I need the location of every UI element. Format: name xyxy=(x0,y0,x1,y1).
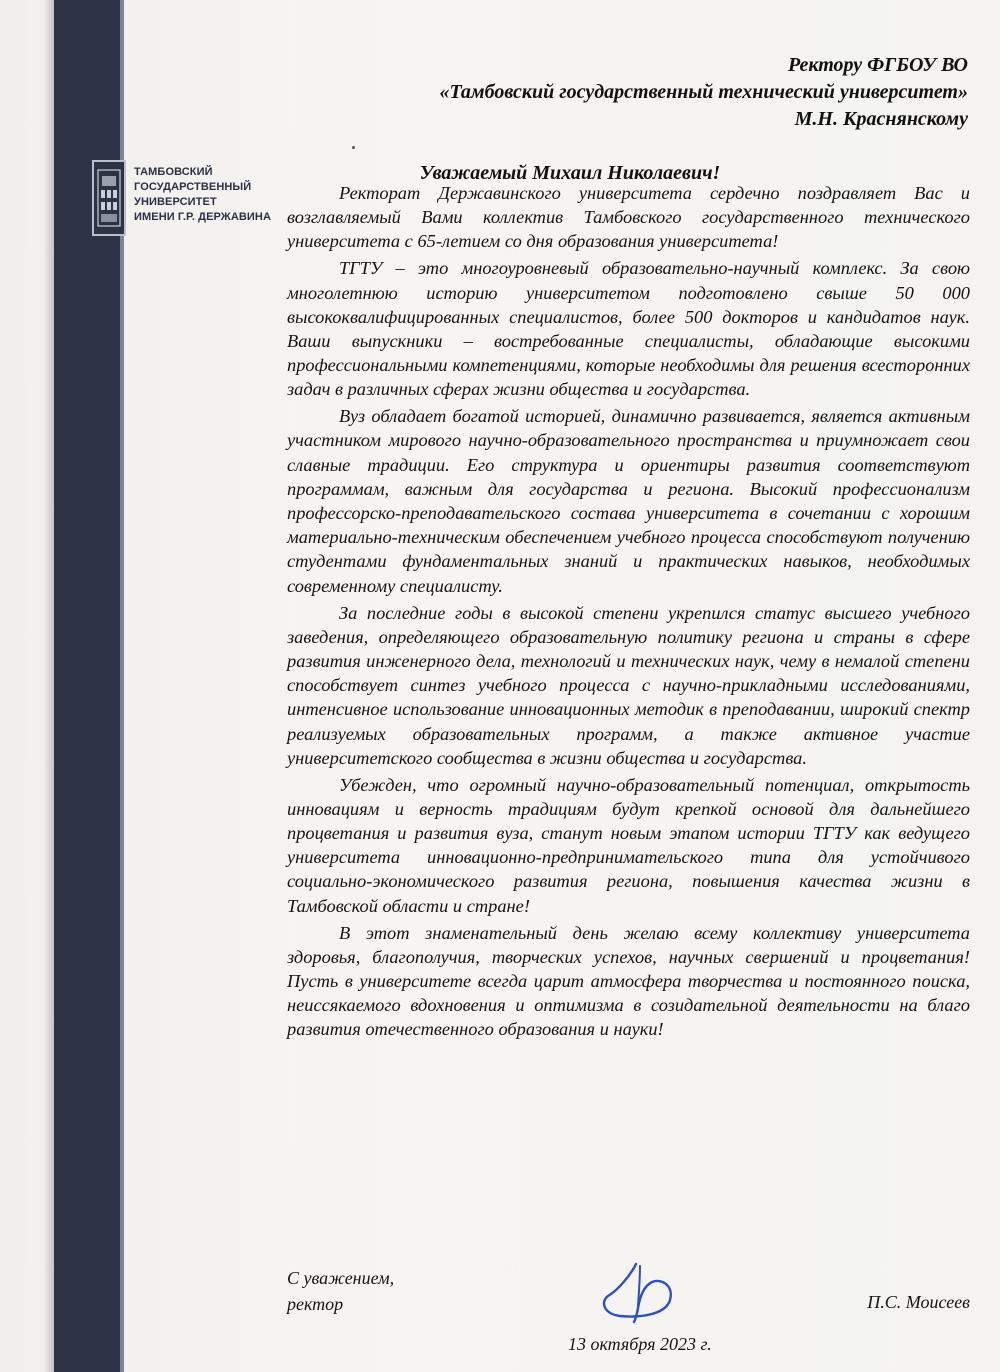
logo-line: ТАМБОВСКИЙ xyxy=(134,166,213,178)
letter-date: 13 октября 2023 г. xyxy=(568,1334,712,1354)
logo-line: ГОСУДАРСТВЕННЫЙ xyxy=(134,181,252,193)
salutation: Уважаемый Михаил Николаевич! xyxy=(419,162,721,184)
logo-line: ИМЕНИ Г.Р. ДЕРЖАВИНА xyxy=(134,211,272,223)
addressee-block xyxy=(268,52,968,133)
body-paragraph: За последние годы в высокой степени укрепился статус высшего учебного заведения, определяющего образовательную политику региона и страны в сфере развития инженерного дела, технологий и технических наук, чему в немалой степени способствует синтез учебного процесса с научно-прикладными исследованиями, интенсивное использование инновационных методик в преподавании, широкий спектр реализуемых образовательных программ, а также активное участие университетского сообщества в жизни общества и государства. xyxy=(287,602,970,768)
band-shadow xyxy=(44,0,54,1372)
addressee-name: М.Н. Краснянскому xyxy=(794,108,968,130)
handwritten-signature xyxy=(596,1256,686,1326)
addressee-line: Ректору ФГБОУ ВО xyxy=(788,54,968,76)
logo-line: УНИВЕРСИТЕТ xyxy=(134,196,217,208)
letter-body xyxy=(287,181,970,1044)
scan-speck xyxy=(352,146,355,149)
closing-line: С уважением, xyxy=(287,1268,395,1288)
body-paragraph: Убежден, что огромный научно-образовательный потенциал, открытость инновациям и верность традициям будут крепкой основой для дальнейшего процветания и развития вуза, станут новым этапом истории ТГТУ как ведущего университета инновационно-предпринимательского типа для устойчивого социально-экономического развития региона, повышения качества жизни в Тамбовской области и стране! xyxy=(287,774,970,916)
closing-title: ректор xyxy=(287,1294,344,1314)
body-paragraph: В этот знаменательный день желаю всему коллективу университета здоровья, благополучия, творческих успехов, научных свершений и процветания! Пусть в университете всегда царит атмосфера творчества и постоянного поиска, неиссякаемого вдохновения и оптимизма в созидательной деятельности на благо развития отечественного образования и науки! xyxy=(287,922,970,1040)
signer-name: П.С. Моисеев xyxy=(867,1292,970,1312)
body-paragraph: ТГТУ – это многоуровневый образовательно-научный комплекс. За свою многолетнюю историю университетом подготовлено свыше 50 000 высококвалифицированных специалистов, более 500 докторов и кандидатов наук. Ваши выпускники – востребованные специалисты, обладающие высокими профессиональными компетенциями, которые необходимы для решения всесторонних задач в различных сферах жизни общества и государства. xyxy=(287,258,970,400)
body-paragraph: Ректорат Державинского университета сердечно поздравляет Вас и возглавляемый Вами коллектив Тамбовского государственного технического университета с 65-летием со дня образования университета! xyxy=(287,183,970,252)
closing-block xyxy=(287,1265,394,1317)
body-paragraph: Вуз обладает богатой историей, динамично развивается, является активным участником мирового научно-образовательного пространства и приумножает свои славные традиции. Его структура и ориентиры развития соответствуют программам, важным для государства и региона. Высокий профессионализм профессорско-преподавательского состава университета в сочетании с хорошим материально-техническим обеспечением учебного процесса способствуют получению студентами фундаментальных знаний и практических навыков, необходимых современному специалисту. xyxy=(287,406,970,596)
addressee-line: «Тамбовский государственный технический университет» xyxy=(439,81,968,103)
